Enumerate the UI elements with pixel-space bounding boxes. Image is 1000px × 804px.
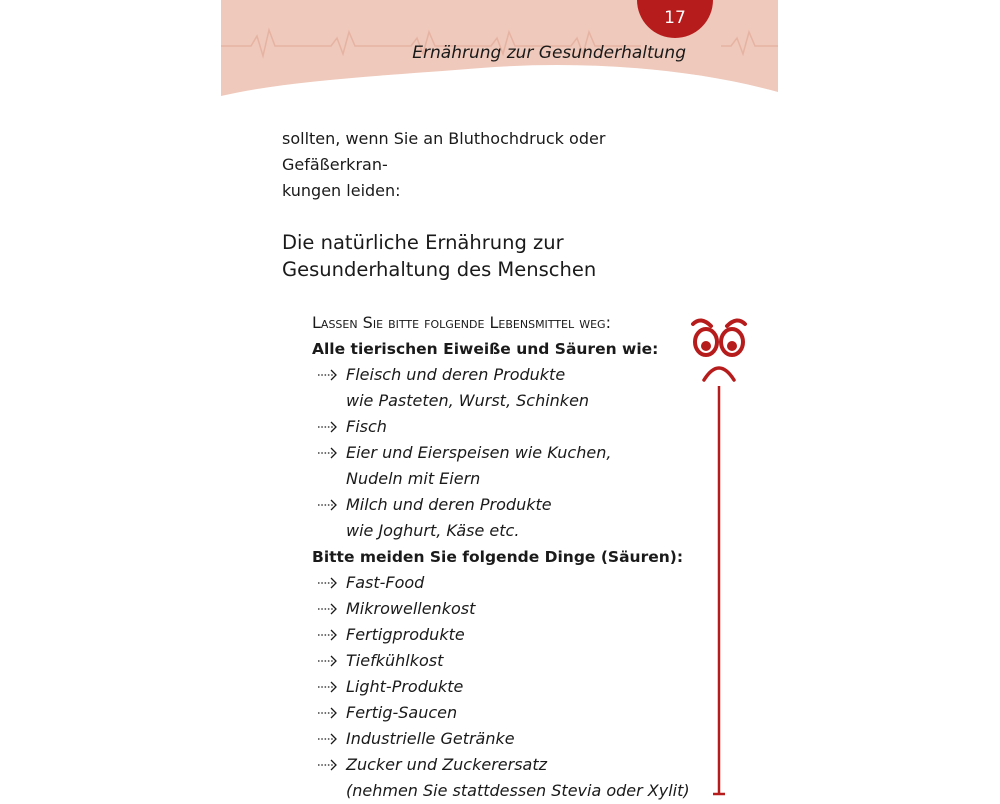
dotted-arrow-icon: [316, 752, 340, 778]
book-page: [221, 0, 778, 800]
intro-paragraph: [282, 126, 702, 204]
list-item: [312, 648, 712, 674]
dotted-arrow-icon: [316, 674, 340, 700]
angry-face-icon: [689, 314, 749, 798]
dotted-arrow-icon: [316, 570, 340, 596]
list-item-text: Milch und deren Produkte: [346, 495, 552, 514]
dotted-arrow-icon: [316, 492, 340, 518]
list-item: [312, 492, 712, 518]
dotted-arrow-icon: [316, 414, 340, 440]
list-item-text: Fast-Food: [346, 573, 425, 592]
intro-line: kungen leiden:: [282, 181, 401, 200]
list-lead: Lassen Sie bitte folgende Lebensmittel weg:: [312, 313, 611, 332]
list-item: [312, 414, 712, 440]
list-item: [312, 570, 712, 596]
dotted-arrow-icon: [316, 648, 340, 674]
list-item: [312, 596, 712, 622]
dotted-arrow-icon: [316, 622, 340, 648]
food-list: [312, 310, 712, 804]
page-header: [221, 0, 778, 100]
page-number: 17: [664, 8, 686, 28]
dotted-arrow-icon: [316, 596, 340, 622]
dotted-arrow-icon: [316, 700, 340, 726]
running-title: Ernährung zur Gesunderhaltung: [412, 43, 686, 63]
dotted-arrow-icon: [316, 726, 340, 752]
list-item-text: Zucker und Zuckerersatz: [346, 755, 548, 774]
list-item-continuation: (nehmen Sie stattdessen Stevia oder Xylit): [346, 781, 690, 800]
list-item: [312, 726, 712, 752]
list-item: [312, 440, 712, 466]
list-item-text: Eier und Eierspeisen wie Kuchen,: [346, 443, 612, 462]
list-item-text: Mikrowellenkost: [346, 599, 476, 618]
list-item-text: Fertigprodukte: [346, 625, 465, 644]
list-item-continuation: wie Pasteten, Wurst, Schinken: [346, 391, 590, 410]
list-item: [312, 362, 712, 388]
heading-line: Die natürliche Ernährung zur: [282, 231, 564, 254]
dotted-arrow-icon: [316, 362, 340, 388]
list-item: [312, 752, 712, 778]
list-subheading: Alle tierischen Eiweiße und Säuren wie:: [312, 340, 659, 358]
list-item: [312, 622, 712, 648]
list-item-text: Light-Produkte: [346, 677, 464, 696]
dotted-arrow-icon: [316, 440, 340, 466]
list-subheading: Bitte meiden Sie folgende Dinge (Säuren):: [312, 548, 684, 566]
list-item-text: Fertig-Saucen: [346, 703, 458, 722]
list-item-text: Tiefkühlkost: [346, 651, 444, 670]
list-item-text: Fleisch und deren Produkte: [346, 365, 566, 384]
list-item-text: Industrielle Getränke: [346, 729, 515, 748]
list-item-continuation: wie Joghurt, Käse etc.: [346, 521, 520, 540]
list-item-continuation: Nudeln mit Eiern: [346, 469, 481, 488]
section-heading: [282, 229, 702, 283]
intro-line: sollten, wenn Sie an Bluthochdruck oder Gefäßerkran-: [282, 129, 606, 174]
list-item-text: Fisch: [346, 417, 387, 436]
list-item: [312, 700, 712, 726]
heading-line: Gesunderhaltung des Menschen: [282, 258, 597, 281]
list-item: [312, 674, 712, 700]
